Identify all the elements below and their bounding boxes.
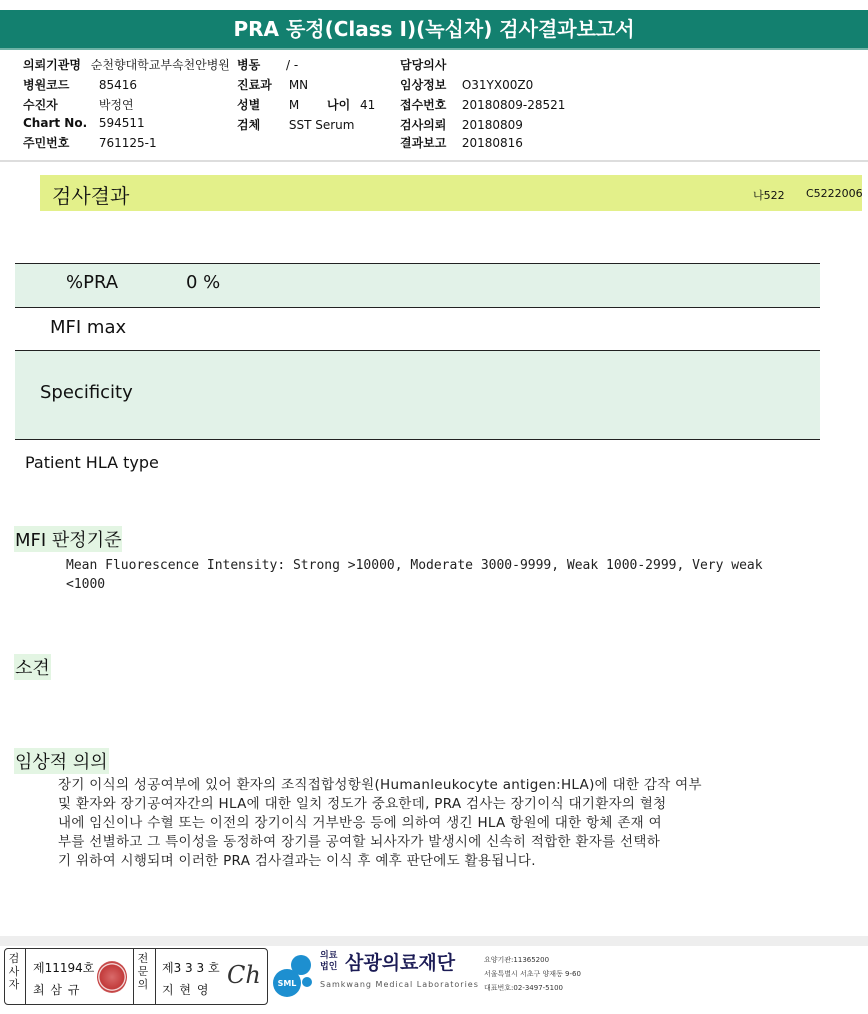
recipient-value: 박정연 <box>98 98 134 112</box>
institution-value: 순천향대학교부속천안병원 <box>90 58 230 72</box>
patient-hla-label: Patient HLA type <box>25 453 159 472</box>
ward-label: 병동 <box>237 58 261 72</box>
specimen-label: 검체 <box>237 118 261 132</box>
clinical-line-3: 내에 임신이나 수혈 또는 이전의 장기이식 거부반응 등에 의하여 생긴 HLA 항원에 대한 항체 존재 여 <box>58 815 662 831</box>
specificity-label: Specificity <box>40 382 133 403</box>
examiner-seal <box>97 961 127 993</box>
hospital-code-value: 85416 <box>98 78 138 92</box>
clinical-line-1: 장기 이식의 성공여부에 있어 환자의 조직접합성항원(Humanleukocyte antigen:HLA)에 대한 감작 여부 <box>58 777 702 793</box>
logo-name: 삼광의료재단 <box>345 952 456 974</box>
results-code-2: C5222006 <box>806 187 863 200</box>
examiner-label: 검사자 <box>8 952 20 991</box>
age-label: 나이 <box>327 98 351 112</box>
receipt-no-label: 접수번호 <box>400 98 447 112</box>
clinical-info-value: O31YX00Z0 <box>461 78 534 92</box>
clinical-info-label: 임상정보 <box>400 78 447 92</box>
reviewer-label: 전문의 <box>137 952 149 991</box>
dept-value: MN <box>288 78 309 92</box>
reviewer-license: 제3 3 3 호 <box>162 961 220 975</box>
report-date-label: 결과보고 <box>400 136 447 150</box>
recipient-label: 수진자 <box>23 98 58 112</box>
ward-value: / - <box>286 58 299 72</box>
pra-value: 0 % <box>186 272 221 293</box>
receipt-no-value: 20180809-28521 <box>461 98 566 112</box>
header-divider <box>0 160 868 162</box>
specimen-value: SST Serum <box>288 118 355 132</box>
lab-phone: 대표번호:02-3497-5100 <box>484 984 563 992</box>
report-title: PRA 동정(Class I)(녹십자) 검사결과보고서 <box>0 10 868 50</box>
sex-value: M <box>288 98 300 112</box>
clinical-significance-text <box>58 776 842 871</box>
logo-subtitle: Samkwang Medical Laboratories <box>320 980 479 989</box>
age-value: 41 <box>360 98 376 112</box>
chart-no-value: 594511 <box>98 116 145 130</box>
sml-logo-text: SML <box>277 979 297 988</box>
resident-no-label: 주민번호 <box>23 136 70 150</box>
chart-no-label: Chart No. <box>23 116 88 130</box>
clinical-significance-heading: 임상적 의의 <box>14 748 109 774</box>
request-date-label: 검사의뢰 <box>400 118 447 132</box>
lab-address: 서울특별시 서초구 양재동 9-60 <box>484 970 581 978</box>
clinical-line-2: 및 환자와 장기공여자간의 HLA에 대한 일치 정도가 중요한데, PRA 검사는 장기이식 대기환자의 혈청 <box>58 796 667 812</box>
box-divider <box>25 949 26 1004</box>
specificity-row <box>15 351 820 439</box>
lab-code: 요양기관:11365200 <box>484 956 550 964</box>
examiner-name: 최 삼 규 <box>33 983 81 997</box>
results-heading: 검사결과 <box>52 184 130 208</box>
results-heading-bar <box>40 175 862 211</box>
pra-row <box>15 264 820 307</box>
mfi-criteria-line-2: <1000 <box>66 577 106 592</box>
box-divider <box>133 949 134 1004</box>
signature-box <box>4 948 268 1005</box>
logo-corp: 의료 법인 <box>320 951 338 972</box>
sex-label: 성별 <box>237 98 261 112</box>
results-code-1: 나522 <box>753 189 785 202</box>
pra-label: %PRA <box>66 272 119 293</box>
hospital-code-label: 병원코드 <box>23 78 70 92</box>
mfi-criteria-line-1: Mean Fluorescence Intensity: Strong >10000, Moderate 3000-9999, Weak 1000-2999, Very weak <box>66 558 763 573</box>
clinical-line-5: 기 위하여 시행되며 이러한 PRA 검사결과는 이식 후 예후 판단에도 활용됩니다. <box>58 853 536 869</box>
table-line <box>15 439 820 440</box>
examiner-license: 제11194호 <box>33 961 95 975</box>
request-date-value: 20180809 <box>461 118 523 132</box>
clinical-line-4: 부를 선별하고 그 특이성을 동정하여 장기를 공여할 뇌사자가 발생시에 신속히 적합한 환자를 선택하 <box>58 834 661 850</box>
box-divider <box>155 949 156 1004</box>
opinion-heading: 소견 <box>14 654 51 680</box>
reviewer-name: 지 현 영 <box>162 983 210 997</box>
mfi-criteria-heading: MFI 판정기준 <box>14 526 122 552</box>
mfi-max-label: MFI max <box>50 317 127 338</box>
reviewer-signature: Ch <box>227 961 261 989</box>
table-line <box>15 263 820 264</box>
dept-label: 진료과 <box>237 78 272 92</box>
doctor-label: 담당의사 <box>400 58 447 72</box>
institution-label: 의뢰기관명 <box>23 58 81 72</box>
table-line <box>15 350 820 351</box>
resident-no-value: 761125-1 <box>98 136 157 150</box>
footer-divider <box>0 936 868 946</box>
table-line <box>15 307 820 308</box>
sml-logo-icon <box>272 952 314 998</box>
report-date-value: 20180816 <box>461 136 523 150</box>
